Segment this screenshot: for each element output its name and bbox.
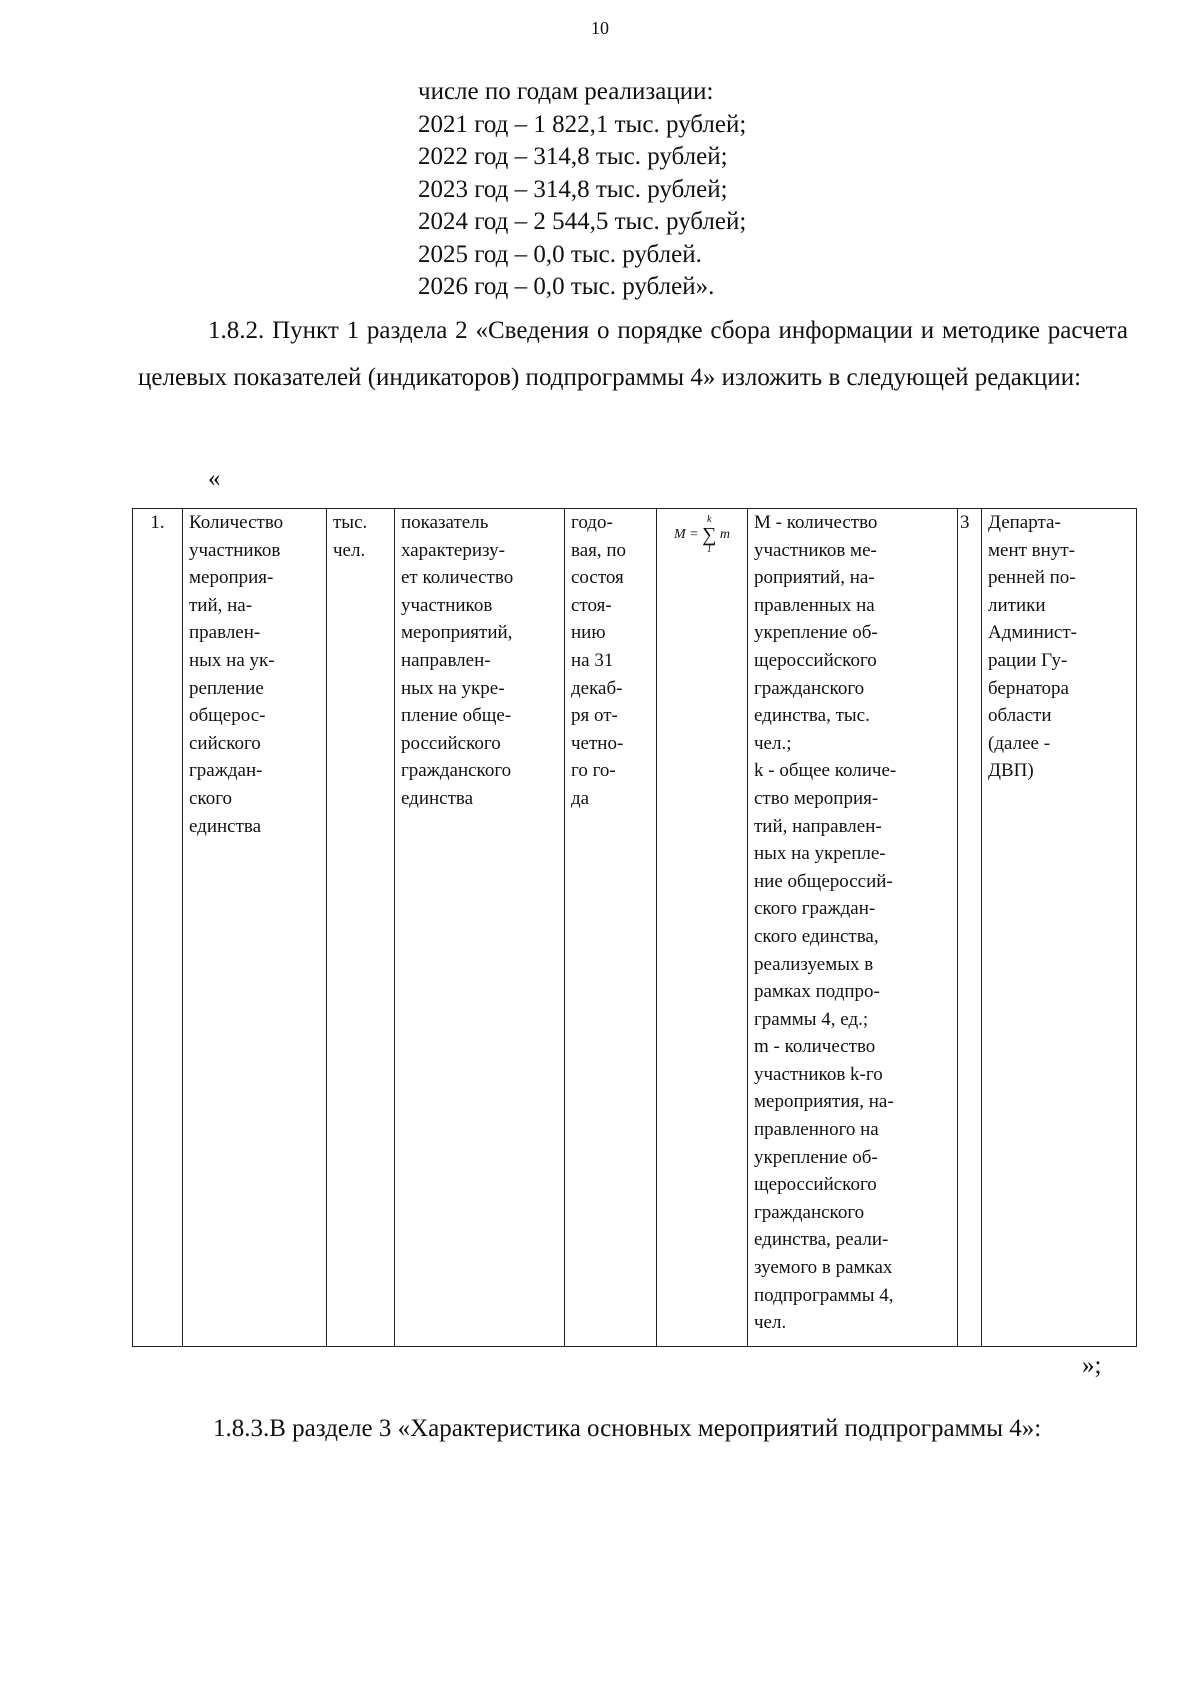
funding-by-years [418, 76, 746, 304]
unit-cell [327, 509, 395, 1347]
page-number: 10 [591, 18, 609, 38]
responsible-body: Департа- мент внут- ренней по- литики Админист- рации Гу- бернатора области (далее - ДВП) [988, 512, 1077, 782]
indicator-definition: показатель характеризу- ет количество участников мероприятий, направлен- ных на укре- пление обще- российского гражданского единства [401, 512, 514, 809]
paragraph-1-8-3: 1.8.3.В разделе 3 «Характеристика основных мероприятий подпрограммы 4»: [213, 1415, 1042, 1442]
periodicity-cell [565, 509, 657, 1347]
years-line: 2021 год – 1 822,1 тыс. рублей; [418, 110, 747, 138]
years-line: 2024 год – 2 544,5 тыс. рублей; [418, 208, 747, 235]
years-line: 2022 год – 314,8 тыс. рублей; [418, 143, 728, 170]
table-row [133, 509, 1137, 1347]
row-number: 1. [150, 512, 165, 533]
indicator-name-cell [183, 509, 327, 1347]
years-line: 2026 год – 0,0 тыс. рублей». [418, 273, 715, 300]
years-line: 2023 год – 314,8 тыс. рублей; [418, 175, 728, 203]
formula-lhs: M = [674, 527, 699, 543]
row-number-cell [133, 509, 183, 1347]
indicator-name: Количество участников мероприя- тий, на- правлен- ных на ук- репление общерос- сийского граждан- ского единства [189, 512, 284, 837]
explanation-cell [748, 509, 958, 1347]
open-quote: « [208, 465, 221, 492]
formula-upper-limit: k [707, 514, 712, 525]
formula-lower-limit: 1 [706, 544, 712, 555]
years-line: числе по годам реализации: [418, 78, 714, 105]
method-code-cell [958, 509, 982, 1347]
responsible-cell [982, 509, 1137, 1347]
formula-cell [657, 509, 748, 1347]
sigma-symbol: ∑ [702, 524, 717, 546]
definition-cell [395, 509, 565, 1347]
years-line: 2025 год – 0,0 тыс. рублей. [418, 240, 702, 268]
paragraph-1-8-2: 1.8.2. Пункт 1 раздела 2 «Сведения о порядке сбора информации и методике расчета целевых показателей (индикаторов) подпрограммы 4» изложить в следующей редакции: [138, 317, 1128, 391]
close-quote: »; [1082, 1352, 1102, 1379]
periodicity: годо- вая, по состоя стоя- нию на 31 декаб- ря от- четно- го го- да [571, 512, 627, 809]
formula-sum [702, 515, 716, 555]
formula [663, 509, 741, 555]
formula-explanation: М - количество участников ме- роприятий, на- правленных на укрепление об- щероссийского гражданского единства, тыс. чел.; k - общее количе- ство мероприя- тий, направлен- ных на укрепле- ние общероссий- ского граждан- ского единства, реализуемых в рамках подпро- граммы 4, ед.; m - количество участников k-го мероприятия, на- правленного на укрепление об- щероссийского гражданского единства, реали- зуемого в рамках подпрограммы 4, чел. [754, 512, 897, 1334]
unit: тыс. чел. [333, 512, 368, 561]
indicator-table [132, 508, 1137, 1347]
method-code: 3 [960, 512, 970, 533]
formula-term: m [719, 527, 730, 543]
